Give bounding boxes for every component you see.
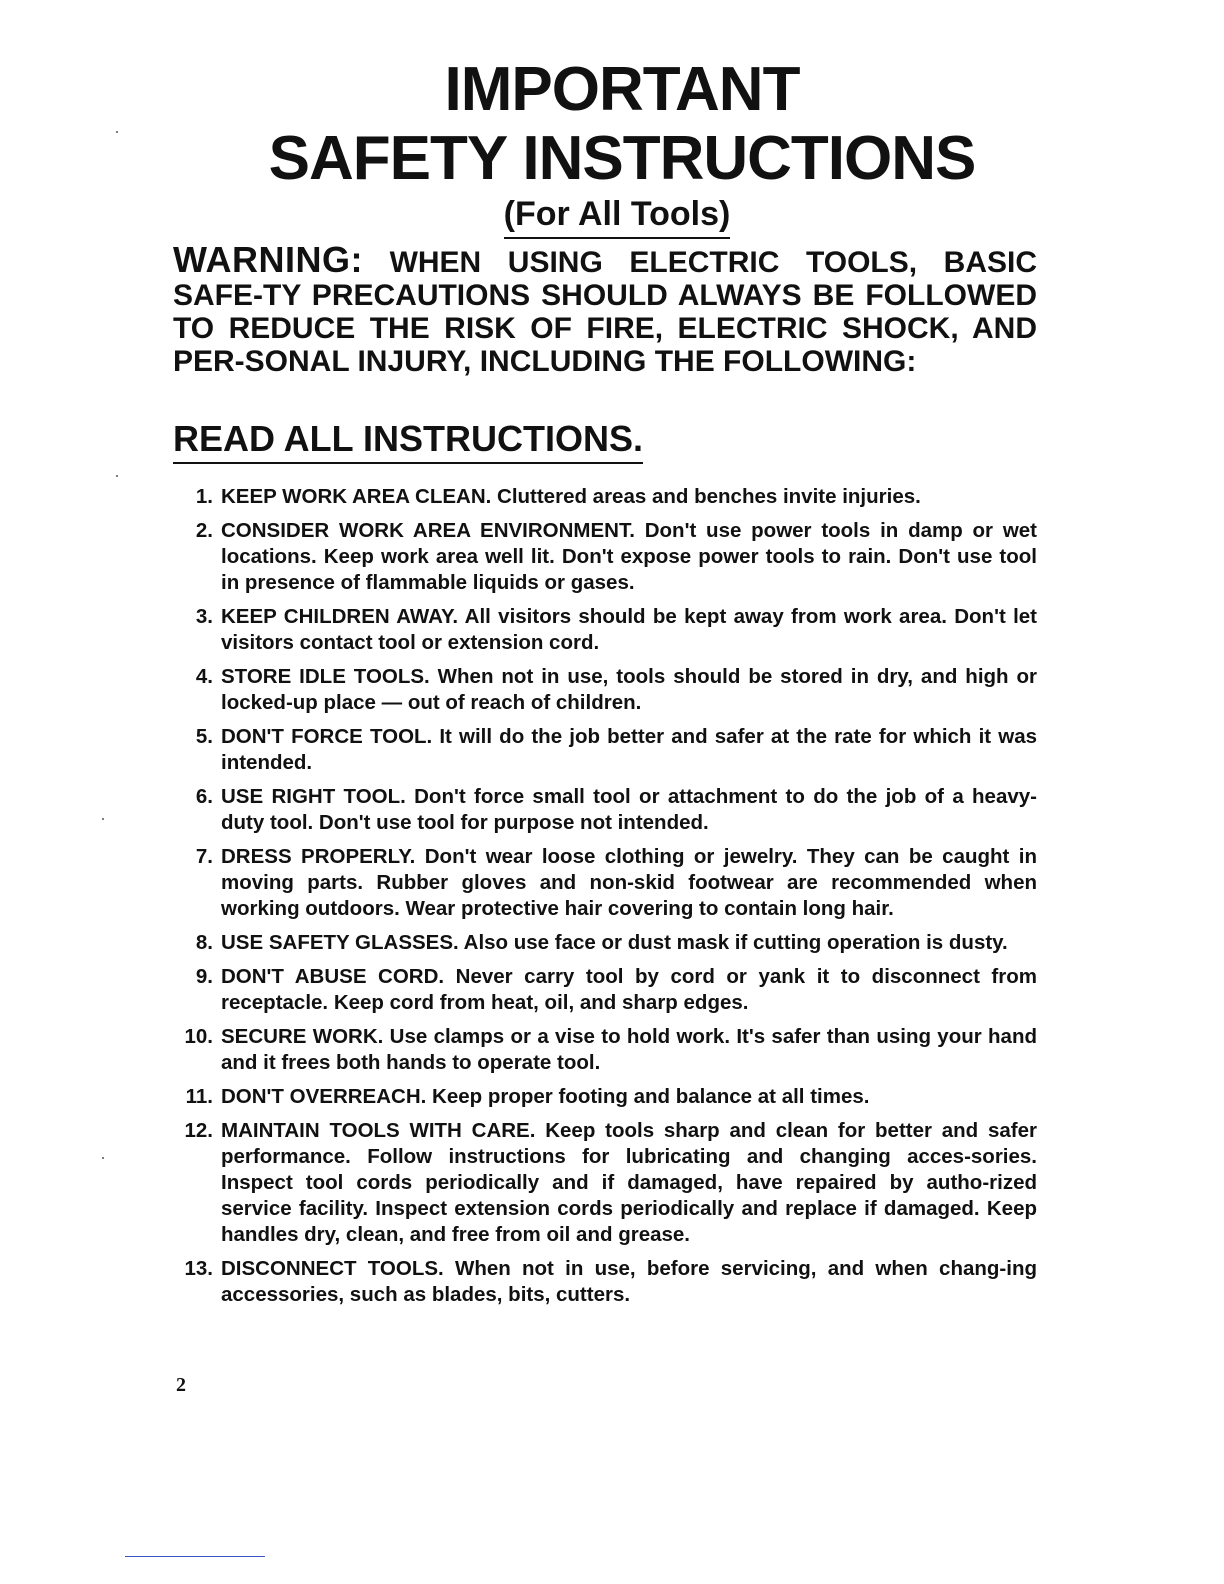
scan-speck	[116, 475, 118, 477]
instruction-number: 1.	[195, 485, 213, 508]
instruction-number: 13.	[184, 1257, 213, 1280]
instruction-text: KEEP CHILDREN AWAY. All visitors should be kept away from work area. Don't let visitors contact tool or extension cord.	[221, 605, 1037, 654]
instruction-text: DON'T FORCE TOOL. It will do the job better and safer at the rate for which it was intended.	[221, 725, 1037, 774]
instruction-item	[163, 784, 1037, 836]
instruction-item	[163, 1024, 1037, 1076]
instruction-text: CONSIDER WORK AREA ENVIRONMENT. Don't use power tools in damp or wet locations. Keep work area well lit. Don't expose power tools to rain. Don't use tool in presence of flammable liquids or gases.	[221, 519, 1037, 594]
instruction-item	[163, 844, 1037, 922]
instruction-item	[163, 604, 1037, 656]
warning-text: WHEN USING ELECTRIC TOOLS, BASIC SAFE-TY PRECAUTIONS SHOULD ALWAYS BE FOLLOWED TO REDUCE THE RISK OF FIRE, ELECTRIC SHOCK, AND PER-SONAL INJURY, INCLUDING THE FOLLOWING:	[173, 246, 1037, 378]
page-title-line-2: SAFETY INSTRUCTIONS	[268, 124, 976, 193]
instruction-text: MAINTAIN TOOLS WITH CARE. Keep tools sharp and clean for better and safer performance. Follow instructions for lubricating and changing acces-sories. Inspect tool cords periodically and if damaged, have repaired by autho-rized service facility. Inspect extension cords periodically and replace if damaged. Keep handles dry, clean, and free from oil and grease.	[221, 1119, 1037, 1246]
instruction-number: 2.	[195, 519, 213, 542]
instruction-number: 6.	[195, 785, 213, 808]
instruction-text: STORE IDLE TOOLS. When not in use, tools should be stored in dry, and high or locked-up place — out of reach of children.	[221, 665, 1037, 714]
warning-paragraph	[173, 239, 1037, 378]
instruction-number: 12.	[184, 1119, 213, 1142]
instruction-number: 11.	[185, 1085, 213, 1108]
scan-speck	[102, 818, 104, 820]
instruction-item	[163, 1084, 1037, 1110]
page-title-line-1: IMPORTANT	[444, 55, 800, 124]
title-block	[0, 55, 1224, 239]
scan-speck	[116, 131, 118, 133]
instruction-item	[163, 664, 1037, 716]
instruction-item	[163, 518, 1037, 596]
instruction-list	[163, 484, 1037, 1316]
instruction-text: USE RIGHT TOOL. Don't force small tool or attachment to do the job of a heavy-duty tool. Don't use tool for purpose not intended.	[221, 785, 1037, 834]
instruction-number: 9.	[195, 965, 213, 988]
instruction-text: DRESS PROPERLY. Don't wear loose clothing or jewelry. They can be caught in moving parts. Rubber gloves and non-skid footwear are recommended when working outdoors. Wear protective hair covering to contain long hair.	[221, 845, 1037, 920]
instruction-number: 3.	[195, 605, 213, 628]
instruction-number: 5.	[195, 725, 213, 748]
read-all-heading: READ ALL INSTRUCTIONS.	[173, 418, 643, 464]
instruction-item	[163, 1256, 1037, 1308]
instruction-item	[163, 484, 1037, 510]
instruction-text: DON'T ABUSE CORD. Never carry tool by cord or yank it to disconnect from receptacle. Keep cord from heat, oil, and sharp edges.	[221, 965, 1037, 1014]
instruction-item	[163, 930, 1037, 956]
instruction-item	[163, 724, 1037, 776]
instruction-item	[163, 1118, 1037, 1248]
instruction-number: 8.	[195, 931, 213, 954]
page-number: 2	[176, 1374, 186, 1396]
instruction-text: DISCONNECT TOOLS. When not in use, before servicing, and when chang-ing accessories, such as blades, bits, cutters.	[221, 1257, 1037, 1306]
scan-edge-line	[125, 1556, 265, 1557]
instruction-number: 7.	[195, 845, 213, 868]
page-subtitle: (For All Tools)	[504, 193, 731, 239]
warning-label: WARNING:	[173, 239, 363, 280]
instruction-text: SECURE WORK. Use clamps or a vise to hold work. It's safer than using your hand and it frees both hands to operate tool.	[221, 1025, 1037, 1074]
instruction-number: 10.	[184, 1025, 213, 1048]
instruction-number: 4.	[195, 665, 213, 688]
instruction-text: DON'T OVERREACH. Keep proper footing and balance at all times.	[221, 1085, 870, 1108]
instruction-text: KEEP WORK AREA CLEAN. Cluttered areas and benches invite injuries.	[221, 485, 921, 508]
instruction-text: USE SAFETY GLASSES. Also use face or dust mask if cutting operation is dusty.	[221, 931, 1008, 954]
instruction-item	[163, 964, 1037, 1016]
scan-speck	[102, 1157, 104, 1159]
